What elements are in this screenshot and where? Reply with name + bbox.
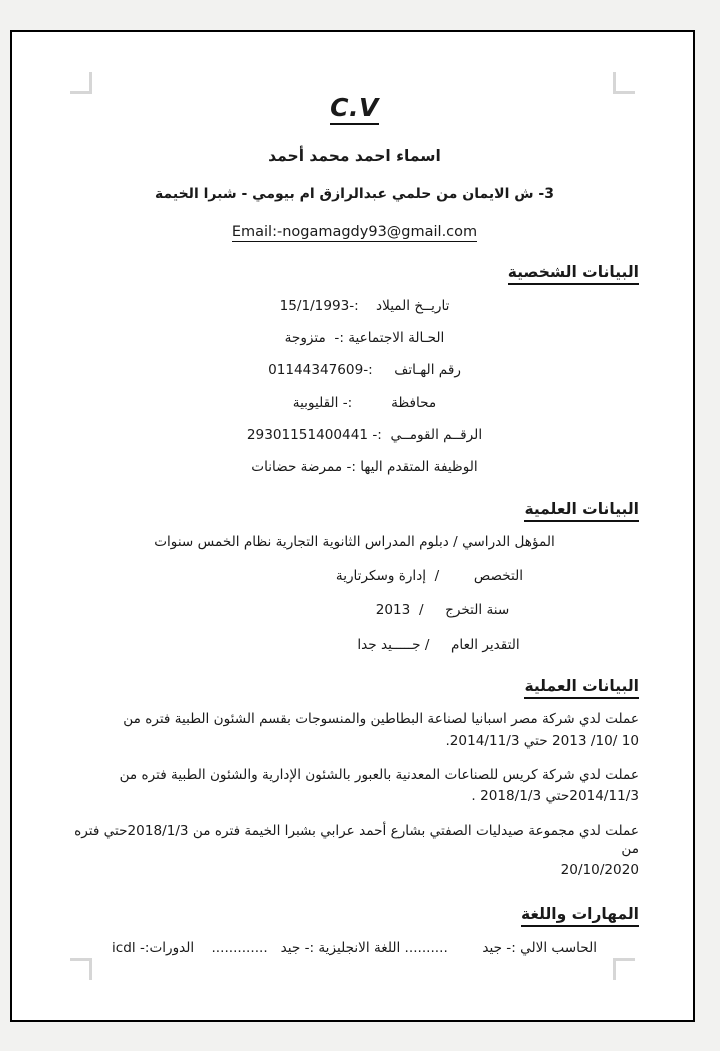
- personal-row-phone: رقم الهـاتف :-01144347609: [268, 362, 461, 379]
- personal-row-marital-status: الحـالة الاجتماعية :- متزوجة: [284, 329, 445, 346]
- personal-row-applied-position: الوظيفة المتقدم اليها :- ممرضة حضانات: [251, 459, 478, 476]
- work-experience-list: [70, 710, 639, 879]
- section-heading-skills-text: المهارات واللغة: [521, 905, 639, 927]
- document-title: [70, 94, 639, 122]
- personal-row-birthdate: تاريــخ الميلاد :-15/1/1993: [279, 297, 450, 314]
- document-title-text: C.V: [330, 93, 379, 125]
- section-heading-work: [70, 676, 639, 696]
- applicant-email: [70, 223, 639, 242]
- work-entry-period: 10 /10/ 2013 حتي 2014/11/3.: [445, 732, 639, 749]
- skills-row: الحاسب الالي :- جيد .......... اللغة الانجليزية :- جيد ............. الدورات:- icdl: [111, 939, 598, 956]
- section-heading-work-text: البيانات العملية: [524, 677, 639, 699]
- personal-row-national-id: الرقــم القومــي :- 29301151400441: [246, 426, 483, 443]
- academic-row-specialization: التخصص / إدارة وسكرتارية: [335, 568, 524, 585]
- section-heading-academic-text: البيانات العلمية: [524, 500, 639, 522]
- work-entry-description: عملت لدي مجموعة صيدليات الصفتي بشارع أحمد عرابي بشبرا الخيمة فتره من 2018/1/3حتي فتره من: [69, 822, 639, 857]
- section-heading-skills: [70, 904, 639, 924]
- work-entry: [70, 822, 639, 880]
- academic-row-qualification: المؤهل الدراسي / دبلوم المدراس الثانوية التجارية نظام الخمس سنوات: [154, 533, 555, 550]
- cv-content: [12, 32, 695, 957]
- section-heading-academic: [70, 499, 639, 519]
- section-heading-personal-text: البيانات الشخصية: [508, 263, 639, 285]
- applicant-address: 3- ش الايمان من حلمي عبدالرازق ام بيومي - شبرا الخيمة: [155, 185, 554, 202]
- academic-data-list: [70, 533, 639, 654]
- applicant-name: اسماء احمد محمد أحمد: [268, 146, 441, 165]
- applicant-email-text: Email:-nogamagdy93@gmail.com: [231, 223, 478, 240]
- corner-crop-mark-bottom-right: [613, 958, 635, 980]
- academic-row-grade: التقدير العام / جـــــيد جدا: [357, 636, 520, 653]
- personal-data-list: [70, 297, 639, 477]
- corner-crop-mark-bottom-left: [70, 958, 92, 980]
- work-entry-period: 20/10/2020: [560, 862, 639, 879]
- cv-page-sheet: [10, 30, 695, 1022]
- work-entry-description: عملت لدي شركة مصر اسبانيا لصناعة البطاطين والمنسوجات بقسم الشئون الطبية فتره من: [123, 711, 639, 728]
- work-entry: [70, 710, 639, 750]
- work-entry-description: عملت لدي شركة كريس للصناعات المعدنية بالعبور بالشئون الإدارية والشئون الطبية فتره من: [119, 766, 639, 783]
- personal-row-governorate: محافظة :- القليوبية: [292, 394, 437, 411]
- skills-list: [70, 939, 639, 957]
- work-entry-period: 2014/11/3حتي 2018/1/3 .: [471, 788, 639, 805]
- academic-row-graduation-year: سنة التخرج / 2013: [375, 602, 510, 619]
- work-entry: [70, 766, 639, 806]
- section-heading-personal: [70, 262, 639, 282]
